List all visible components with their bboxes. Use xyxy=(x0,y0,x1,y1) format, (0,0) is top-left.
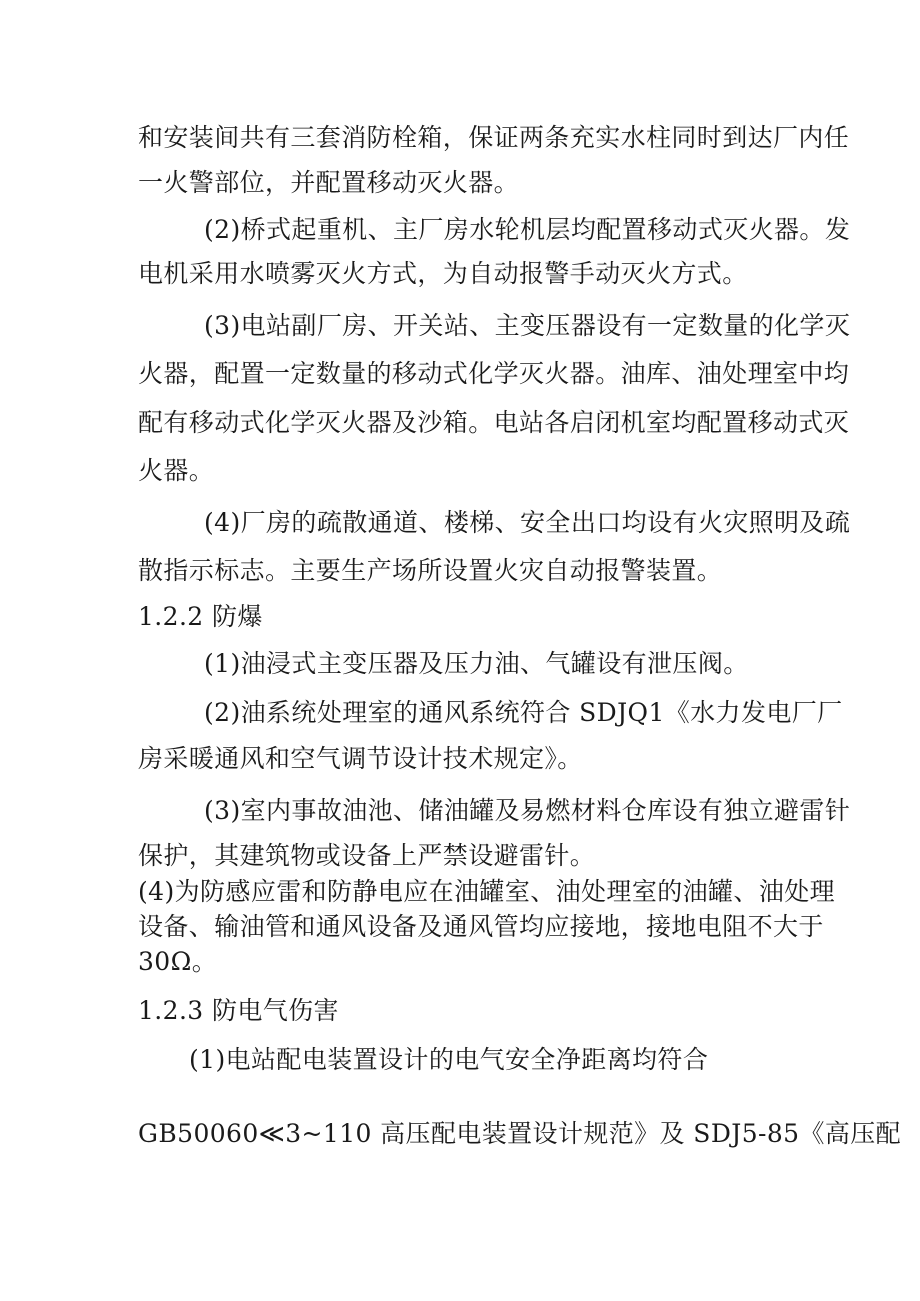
paragraph-line: 火器。 xyxy=(138,456,215,485)
paragraph-line: 散指示标志。主要生产场所设置火灾自动报警装置。 xyxy=(138,556,723,585)
paragraph-line: GB50060≪3~110 高压配电装置设计规范》及 SDJ5-85《高压配 xyxy=(138,1119,902,1148)
list-item-line: (2)桥式起重机、主厂房水轮机层均配置移动式灭火器。发 xyxy=(204,215,851,244)
list-item-line: (3)室内事故油池、储油罐及易燃材料仓库设有独立避雷针 xyxy=(204,796,851,825)
paragraph-line: 电机采用水喷雾灭火方式，为自动报警手动灭火方式。 xyxy=(138,259,748,288)
paragraph-line: 和安装间共有三套消防栓箱，保证两条充实水柱同时到达厂内任 xyxy=(138,123,850,152)
list-item-line: (3)电站副厂房、开关站、主变压器设有一定数量的化学灭 xyxy=(204,311,851,340)
list-item-line: (1)油浸式主变压器及压力油、气罐设有泄压阀。 xyxy=(204,649,749,678)
paragraph-line: 房采暖通风和空气调节设计技术规定》。 xyxy=(138,744,583,773)
section-heading: 1.2.2 防爆 xyxy=(138,602,263,631)
paragraph-line: 配有移动式化学灭火器及沙箱。电站各启闭机室均配置移动式灭 xyxy=(138,408,850,437)
paragraph-line: 一火警部位，并配置移动灭火器。 xyxy=(138,168,520,197)
paragraph-line: 保护，其建筑物或设备上严禁设避雷针。 xyxy=(138,841,596,870)
list-item-line: (4)厂房的疏散通道、楼梯、安全出口均设有火灾照明及疏 xyxy=(204,508,851,537)
paragraph-line: 30Ω。 xyxy=(138,947,218,976)
list-item-line: (4)为防感应雷和防静电应在油罐室、油处理室的油罐、油处理 xyxy=(138,877,836,906)
list-item-line: (2)油系统处理室的通风系统符合 SDJQ1《水力发电厂厂 xyxy=(204,698,843,727)
paragraph-line: 设备、输油管和通风设备及通风管均应接地，接地电阻不大于 xyxy=(138,912,824,941)
section-heading: 1.2.3 防电气伤害 xyxy=(138,996,339,1025)
paragraph-line: 火器，配置一定数量的移动式化学灭火器。油库、油处理室中均 xyxy=(138,359,850,388)
list-item-line: (1)电站配电装置设计的电气安全净距离均符合 xyxy=(189,1045,709,1074)
